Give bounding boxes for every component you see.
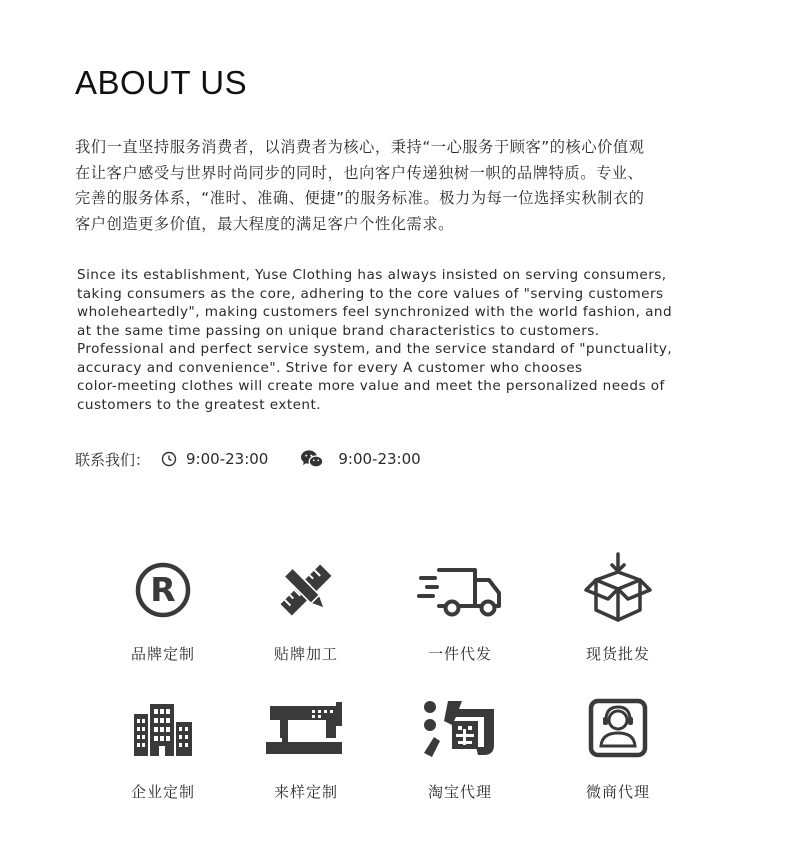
ruler-pencil-icon (246, 555, 366, 625)
customer-service-icon (558, 693, 678, 763)
delivery-truck-icon (400, 555, 520, 625)
feature-label: 微商代理 (585, 783, 650, 801)
clock-icon (160, 450, 178, 468)
feature-label: 企业定制 (130, 783, 195, 801)
feature-label: 一件代发 (427, 645, 492, 663)
intro-line: 完善的服务体系，“准时、准确、便捷”的服务标准。极力为每一位选择实秋制衣的 (75, 189, 645, 207)
svg-text:R: R (150, 570, 176, 609)
contact-label: 联系我们： (75, 450, 151, 469)
phone-hours: 9:00-23:00 (186, 450, 269, 468)
wechat-icon (300, 449, 324, 469)
registered-trademark-icon (103, 555, 223, 625)
intro-line: customers to the greatest extent. (77, 396, 322, 413)
chinese-intro (75, 135, 725, 237)
intro-line: 客户创造更多价值，最大程度的满足客户个性化需求。 (75, 214, 454, 233)
feature-label: 来样定制 (273, 783, 338, 801)
sewing-machine-icon (246, 693, 366, 763)
intro-line: taking consumers as the core, adhering to the core values of "serving customers (77, 285, 664, 302)
feature-taobao-agent[interactable] (400, 693, 520, 801)
intro-line: accuracy and convenience". Strive for every A customer who chooses (77, 359, 583, 376)
feature-label: 品牌定制 (130, 645, 195, 663)
feature-label: 现货批发 (585, 645, 650, 663)
intro-line: 在让客户感受与世界时尚同步的同时，也向客户传递独树一帜的品牌特质。专业、 (75, 163, 644, 182)
feature-dropshipping[interactable] (400, 555, 520, 663)
feature-wechat-agent[interactable] (558, 693, 678, 801)
feature-sample-custom[interactable] (246, 693, 366, 801)
intro-line: 我们一直坚持服务消费者，以消费者为核心，秉持“一心服务于顾客”的核心价值观 (75, 138, 645, 156)
office-building-icon (103, 693, 223, 763)
intro-line: at the same time passing on unique brand characteristics to customers. (77, 322, 600, 339)
intro-line: Professional and perfect service system, and the service standard of "punctuality, (77, 341, 673, 357)
feature-brand-custom[interactable] (103, 555, 223, 663)
contact-row (75, 447, 421, 471)
feature-label: 淘宝代理 (427, 783, 492, 801)
intro-line: Since its establishment, Yuse Clothing has always insisted on serving consumers, (77, 267, 667, 283)
feature-wholesale-stock[interactable] (558, 548, 678, 663)
wechat-hours: 9:00-23:00 (338, 450, 421, 468)
english-intro (77, 266, 727, 414)
taobao-icon (400, 693, 520, 763)
feature-enterprise-custom[interactable] (103, 693, 223, 801)
feature-oem-processing[interactable] (246, 555, 366, 663)
package-box-icon (558, 548, 678, 628)
page-title: ABOUT US (75, 64, 248, 101)
intro-line: color-meeting clothes will create more value and meet the personalized needs of (77, 378, 665, 394)
feature-label: 贴牌加工 (273, 645, 338, 663)
intro-line: wholeheartedly", making customers feel synchronized with the world fashion, and (77, 304, 673, 320)
